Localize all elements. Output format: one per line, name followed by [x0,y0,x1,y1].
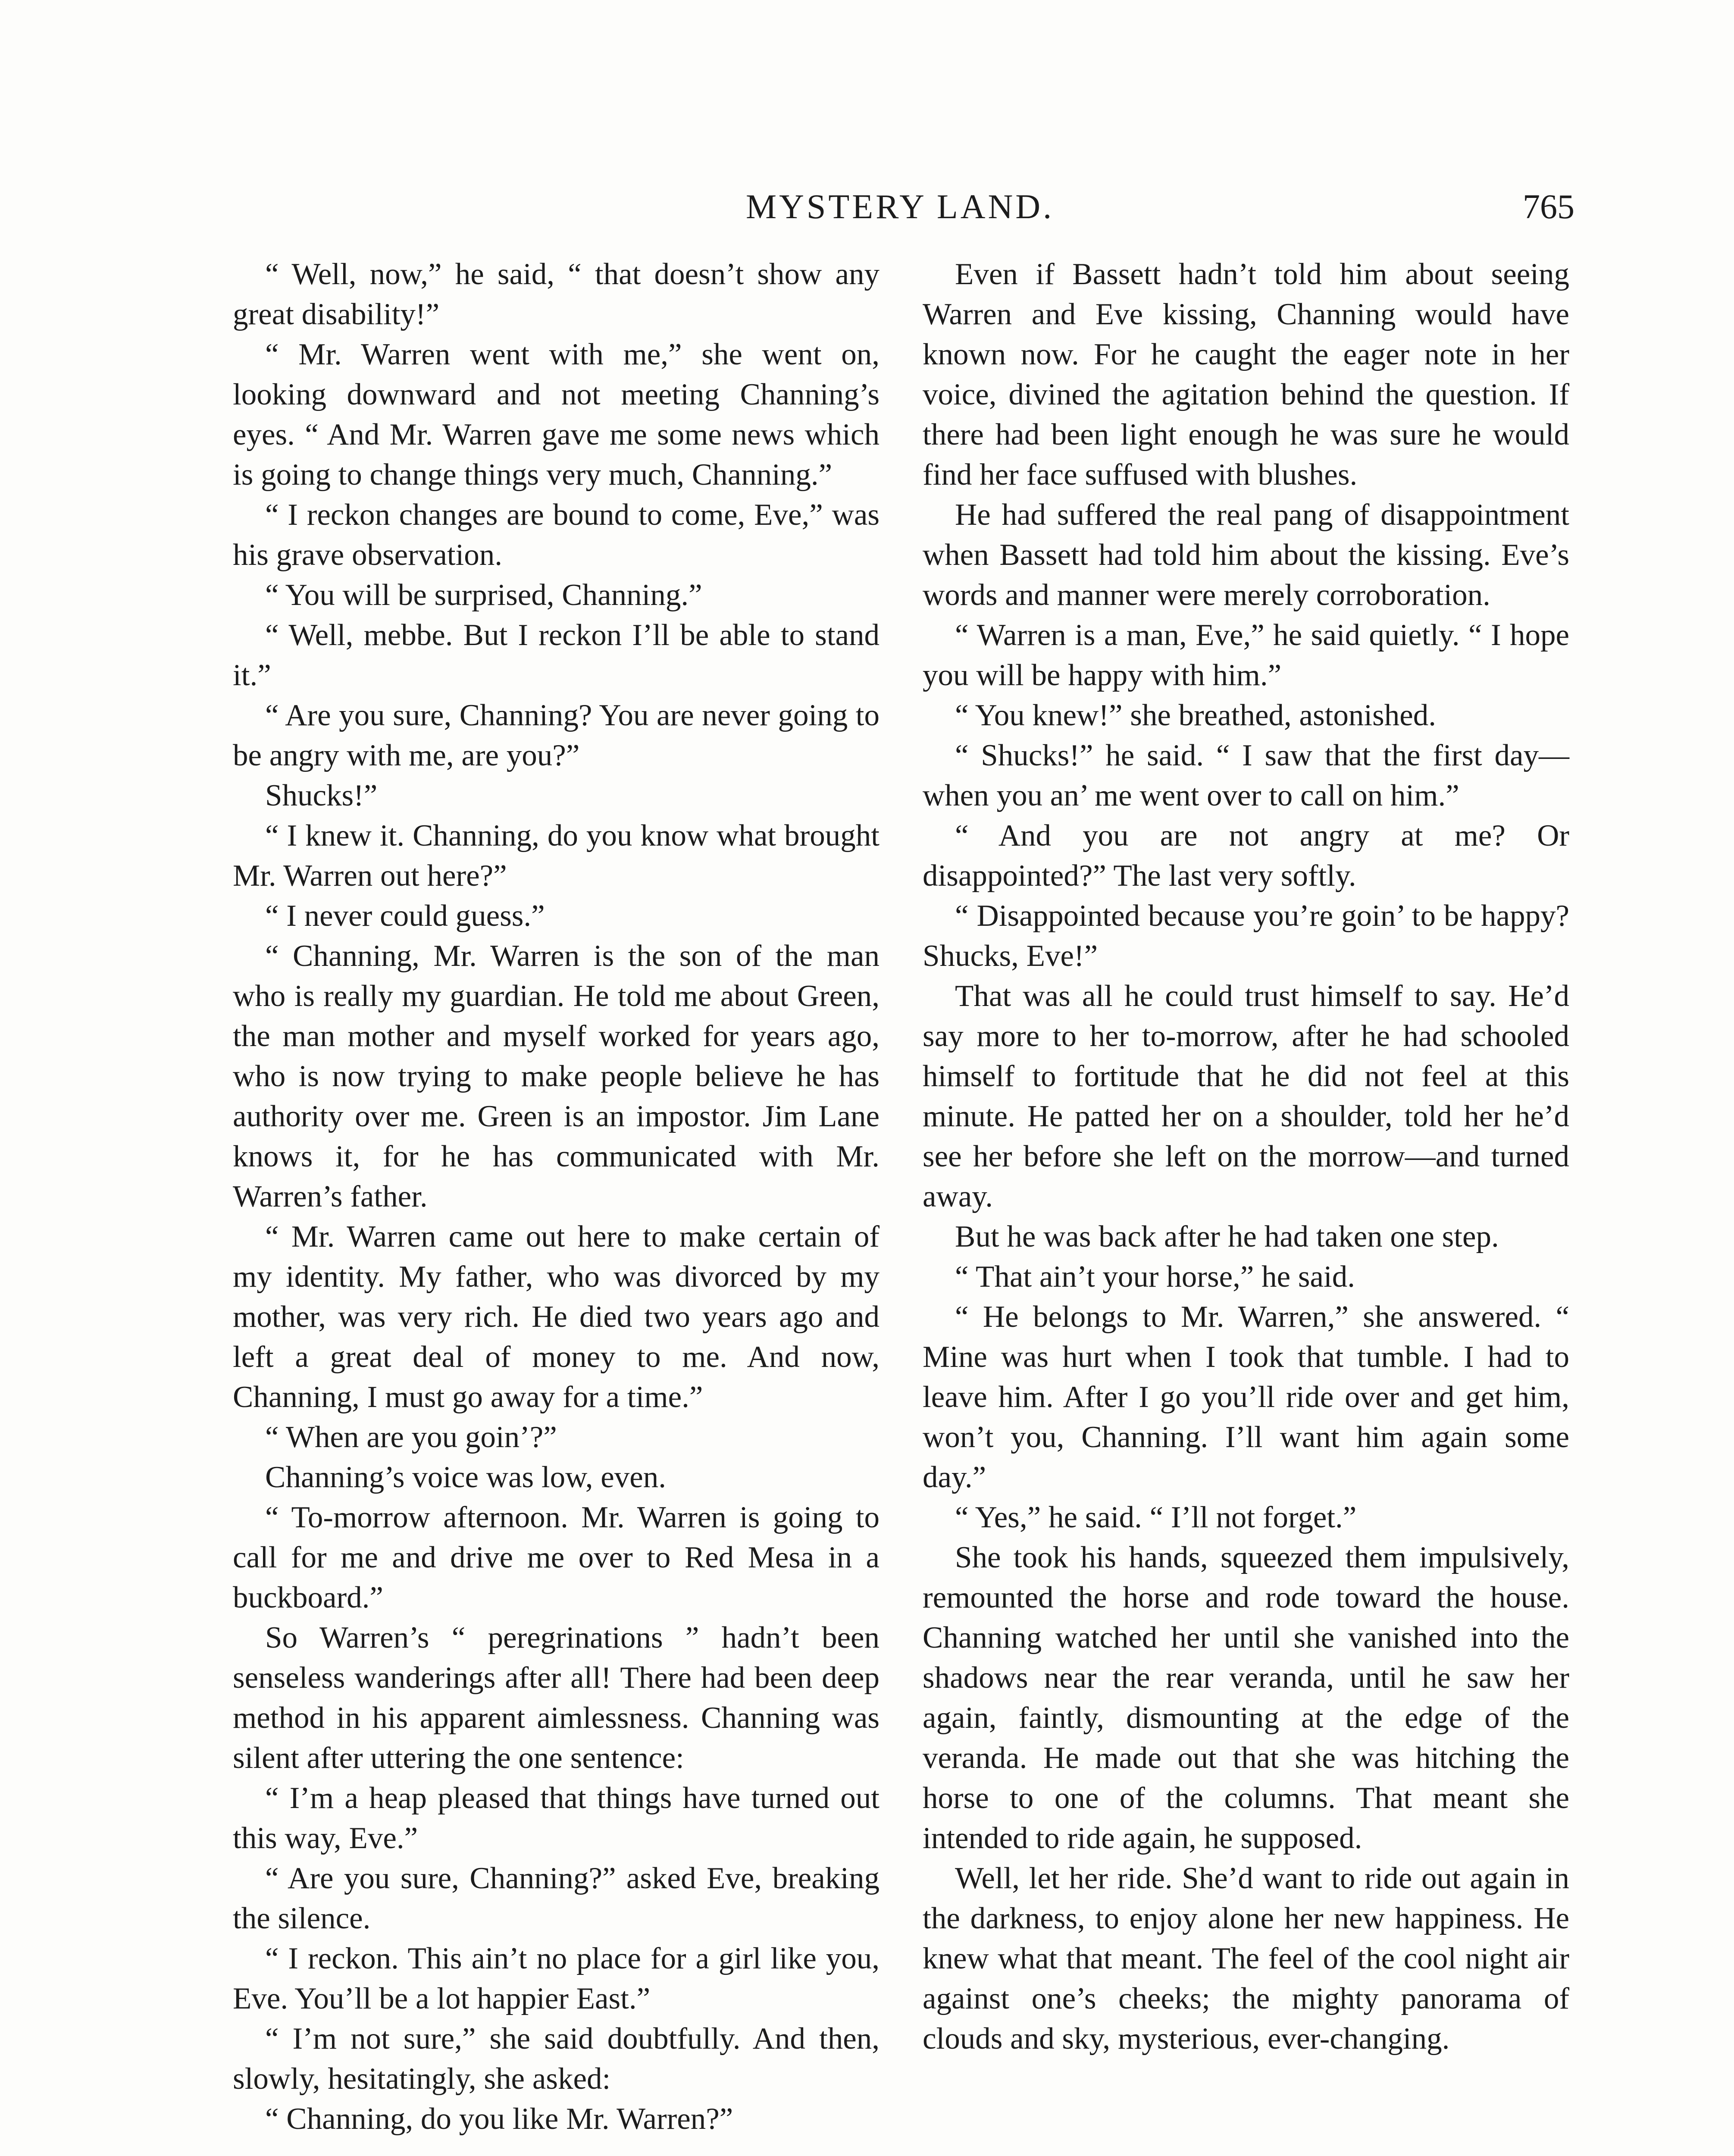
paragraph: “ That ain’t your horse,” he said. [955,1260,1355,1294]
paragraph: “ When are you goin’?” [265,1420,557,1454]
paragraph: “ Mr. Warren went with me,” she went on, looking downward and not meeting Channing’s eyes. “ And Mr. Warren gave me some news which is going to change things very much, Channing.” [233,338,880,492]
paragraph: “ Channing, Mr. Warren is the son of the man who is really my guardian. He told me about Green, the man mother and myself worked for years ago, who is now trying to make people believe he has authority over me. Green is an impostor. Jim Lane knows it, for he has communicated with Mr. Warren’s father. [233,939,880,1213]
paragraph: “ I never could guess.” [265,899,545,933]
paragraph: “ He belongs to Mr. Warren,” she answered. “ Mine was hurt when I took that tumble. I had to leave him. After I go you’ll ride over and get him, won’t you, Channing. I’ll want him again some day.” [923,1300,1569,1494]
paragraph: Well, let her ride. She’d want to ride out again in the darkness, to enjoy alone her new happiness. He knew what that meant. The feel of the cool night air against one’s cheeks; the mighty panorama of clouds and sky, mysterious, ever-changing. [923,1861,1569,2056]
paragraph: “ Channing, do you like Mr. Warren?” [265,2102,733,2136]
paragraph: So Warren’s “ peregrinations ” hadn’t been senseless wanderings after all! There had been deep method in his apparent aimlessness. Channing was silent after uttering the one sentence: [233,1621,880,1775]
paragraph: “ I reckon. This ain’t no place for a girl like you, Eve. You’ll be a lot happier East.” [233,1942,880,2015]
paragraph: “ Are you sure, Channing?” asked Eve, breaking the silence. [233,1861,880,1935]
paragraph: Shucks!” [265,779,378,812]
paragraph: That was all he could trust himself to say. He’d say more to her to-morrow, after he had schooled himself to fortitude that he did not feel at this minute. He patted her on a shoulder, told her he’d see her before she left on the morrow—and turned away. [923,979,1569,1213]
paragraph: “ You knew!” she breathed, astonished. [955,699,1437,732]
paragraph: “ To-morrow afternoon. Mr. Warren is going to call for me and drive me over to Red Mesa in a buckboard.” [233,1501,880,1614]
paragraph: “ You will be surprised, Channing.” [265,578,702,612]
paragraph: “ I knew it. Channing, do you know what brought Mr. Warren out here?” [233,819,880,893]
paragraph: “ I’m a heap pleased that things have turned out this way, Eve.” [233,1781,880,1855]
paragraph: “ And you are not angry at me? Or disappointed?” The last very softly. [923,819,1569,893]
paragraph: But he was back after he had taken one step. [955,1220,1499,1253]
right-text-column [923,254,1569,2059]
page-header [0,181,1734,233]
paragraph: “ I’m not sure,” she said doubtfully. And then, slowly, hesitatingly, she asked: [233,2022,880,2096]
paragraph: “ Shucks!” he said. “ I saw that the first day—when you an’ me went over to call on him.” [923,739,1569,812]
paragraph: “ I reckon changes are bound to come, Eve,” was his grave observation. [233,498,880,572]
paragraph: “ Well, now,” he said, “ that doesn’t show any great disability!” [233,257,880,331]
running-title: MYSTERY LAND. [746,188,1055,226]
paragraph: “ Disappointed because you’re goin’ to be happy? Shucks, Eve!” [923,899,1569,973]
paragraph: “ Mr. Warren came out here to make certain of my identity. My father, who was divorced by my mother, was very rich. He died two years ago and left a great deal of money to me. And now, Channing, I must go away for a time.” [233,1220,880,1414]
paragraph: Even if Bassett hadn’t told him about seeing Warren and Eve kissing, Channing would have known now. For he caught the eager note in her voice, divined the agitation behind the question. If there had been light enough he was sure he would find her face suffused with blushes. [923,257,1569,492]
left-text-column [233,254,880,2139]
paragraph: Channing’s voice was low, even. [265,1460,667,1494]
paragraph: “ Yes,” he said. “ I’ll not forget.” [955,1501,1357,1534]
paragraph: “ Are you sure, Channing? You are never going to be angry with me, are you?” [233,699,880,772]
paragraph: “ Warren is a man, Eve,” he said quietly. “ I hope you will be happy with him.” [923,618,1569,692]
paragraph: She took his hands, squeezed them impulsively, remounted the horse and rode toward the house. Channing watched her until she vanished into the shadows near the rear veranda, until he saw her again, faintly, dismounting at the edge of the veranda. He made out that she was hitching the horse to one of the columns. That meant she intended to ride again, he supposed. [923,1541,1569,1855]
paragraph: “ Well, mebbe. But I reckon I’ll be able to stand it.” [233,618,880,692]
page-number: 765 [1523,188,1574,226]
paragraph: He had suffered the real pang of disappointment when Bassett had told him about the kissing. Eve’s words and manner were merely corroboration. [923,498,1569,612]
